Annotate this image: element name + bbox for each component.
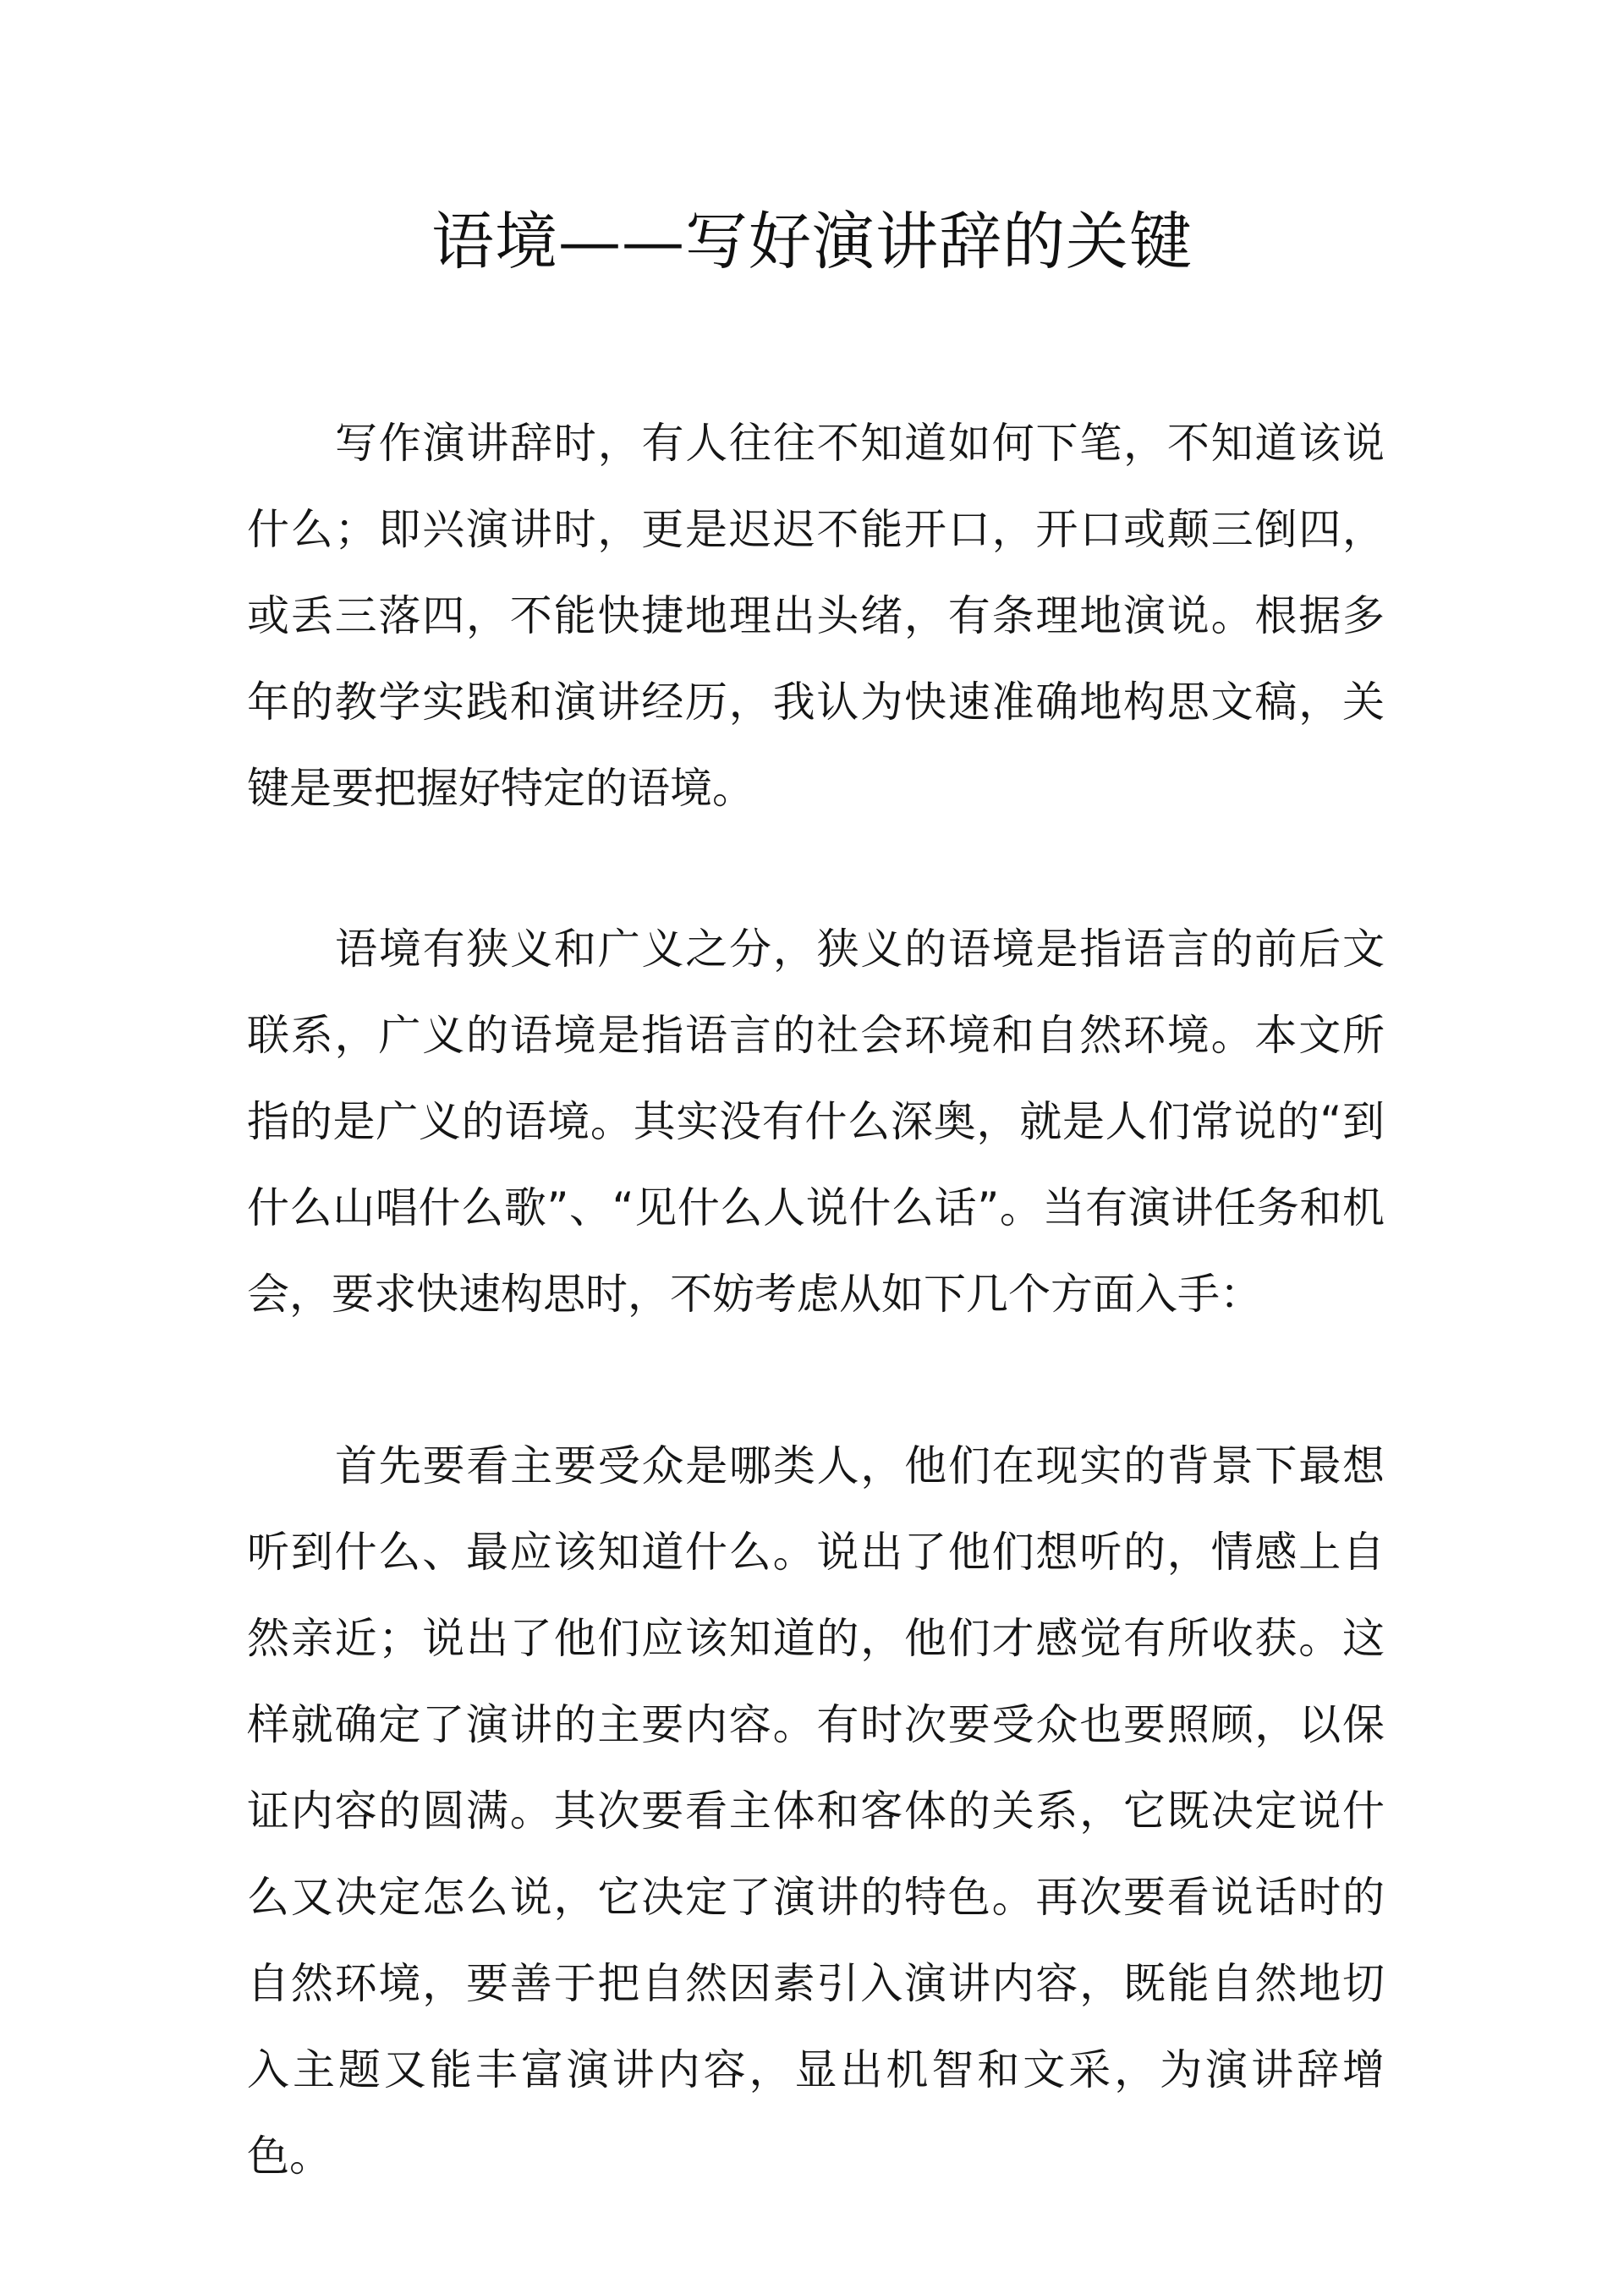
paragraph-1: 写作演讲辞时，有人往往不知道如何下笔，不知道该说什么；即兴演讲时，更是迟迟不能开口，开口或颠三倒四，或丢三落四，不能快捷地理出头绪，有条理地演说。根据多年的教学实践和演讲经历，我认为快速准确地构思文稿，关键是要把握好特定的语境。 [247,419,1385,813]
paragraph-2: 语境有狭义和广义之分，狭义的语境是指语言的前后文联系，广义的语境是指语言的社会环境和自然环境。本文所指的是广义的语境。其实没有什么深奥，就是人们常说的“到什么山唱什么歌”、“见什么人说什么话”。当有演讲任务和机会，要求快速构思时，不妨考虑从如下几个方面入手： [247,925,1385,1319]
paragraph-3: 首先要看主要受众是哪类人，他们在现实的背景下最想听到什么、最应该知道什么。说出了他们想听的，情感上自然亲近；说出了他们应该知道的，他们才感觉有所收获。这样就确定了演讲的主要内容。有时次要受众也要照顾，以保证内容的圆满。其次要看主体和客体的关系，它既决定说什么又决定怎么说，它决定了演讲的特色。再次要看说话时的自然环境，要善于把自然因素引入演讲内容，既能自然地切入主题又能丰富演讲内容，显出机智和文采，为演讲辞增色。 [247,1441,1385,2181]
document-title: 语境——写好演讲辞的关键 [431,206,1193,278]
